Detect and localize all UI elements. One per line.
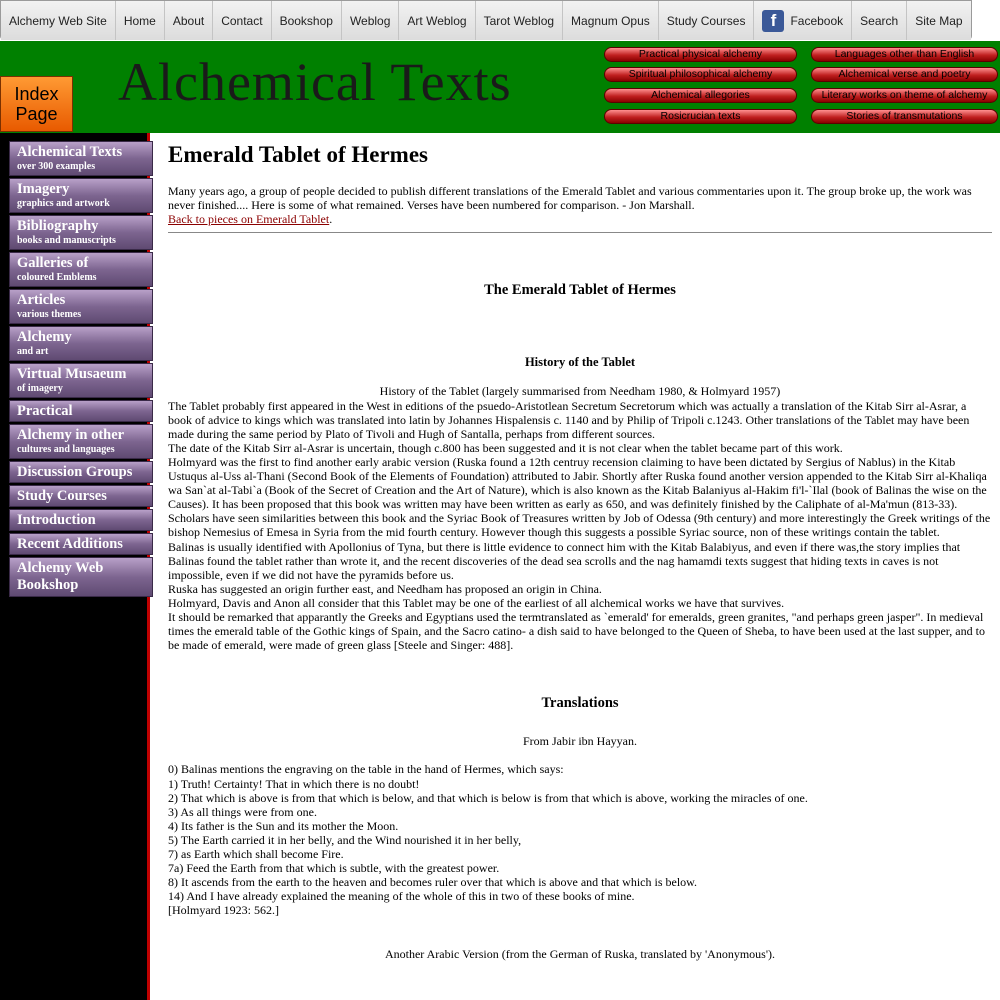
jabir-heading: From Jabir ibn Hayyan.	[523, 734, 637, 749]
sidebar-item-title: Bibliography	[17, 218, 99, 234]
header-button-rosicrucian[interactable]: Rosicrucian texts	[604, 109, 797, 124]
site-title: Alchemical Texts	[118, 52, 512, 112]
sidebar-item-imagery[interactable]	[9, 178, 153, 213]
sidebar-item-practical[interactable]	[9, 400, 153, 422]
sidebar-item-title: Galleries of	[17, 255, 89, 271]
verse-line: 4) Its father is the Sun and its mother the Moon.	[168, 818, 399, 833]
translations-heading: Translations	[541, 695, 619, 712]
sidebar-item-discussion-groups[interactable]	[9, 461, 153, 483]
index-page-label-2: Page	[15, 104, 58, 124]
sidebar-item-subtitle: over 300 examples	[17, 161, 96, 172]
nav-facebook-label: Facebook	[790, 13, 844, 28]
sidebar-item-other-cultures[interactable]	[9, 424, 153, 459]
history-paragraph: The Tablet probably first appeared in the West in editions of the psuedo-Aristotlean Secretum Secretorum which was actually a translation of the Kitab Sirr al-Asrar, a book of advice to kings which was translated into latin by Johannes Hispalensis c. 1140 and by Philip of Tripoli c.1243. Other translations of the Tablet may have been made during the same period by Plato of Tivoli and Hugh of Santalla, perhaps from different sources.	[168, 398, 970, 441]
sidebar-item-galleries[interactable]	[9, 252, 153, 287]
sidebar-item-title: Alchemy Web Bookshop	[17, 560, 104, 593]
page-title: Emerald Tablet of Hermes	[168, 142, 428, 167]
sidebar-item-title: Practical	[17, 403, 73, 419]
sidebar-item-title: Introduction	[17, 512, 96, 528]
nav-bookshop[interactable]: Bookshop	[272, 1, 342, 40]
sidebar-item-recent-additions[interactable]	[9, 533, 153, 555]
facebook-icon: f	[762, 10, 784, 32]
verse-line: 5) The Earth carried it in her belly, and the Wind nourished it in her belly,	[168, 832, 522, 847]
verse-line: 14) And I have already explained the meaning of the whole of this in two of these books of mine.	[168, 889, 635, 904]
header-button-languages[interactable]: Languages other than English	[811, 47, 998, 62]
sidebar-item-subtitle: of imagery	[17, 383, 63, 394]
back-link-line	[168, 212, 992, 226]
sidebar-item-title: Articles	[17, 292, 66, 308]
citation: [Holmyard 1923: 562.]	[168, 903, 279, 918]
sidebar-item-title: Imagery	[17, 181, 70, 197]
nav-weblog[interactable]: Weblog	[342, 1, 399, 40]
header-button-allegories[interactable]: Alchemical allegories	[604, 88, 797, 103]
main-content	[168, 140, 992, 962]
sidebar-item-alchemical-texts[interactable]	[9, 141, 153, 176]
nav-study-courses[interactable]: Study Courses	[659, 1, 755, 40]
left-sidebar	[0, 133, 150, 1000]
history-heading: History of the Tablet	[524, 355, 636, 370]
section-title: The Emerald Tablet of Hermes	[484, 282, 676, 299]
sidebar-item-study-courses[interactable]	[9, 485, 153, 507]
sidebar-item-articles[interactable]	[9, 289, 153, 324]
sidebar-item-alchemy-and-art[interactable]	[9, 326, 153, 361]
history-paragraph: Holmyard, Davis and Anon all consider that this Tablet may be one of the earliest of all alchemical works we have that survives.	[168, 595, 785, 610]
header-button-transmutations[interactable]: Stories of transmutations	[811, 109, 998, 124]
verse-line: 1) Truth! Certainty! That in which there is no doubt!	[168, 776, 420, 791]
nav-search[interactable]: Search	[852, 1, 907, 40]
header-button-practical[interactable]: Practical physical alchemy	[604, 47, 797, 62]
nav-facebook[interactable]	[754, 1, 852, 40]
verse-line: 3) As all things were from one.	[168, 804, 317, 819]
nav-about[interactable]: About	[165, 1, 213, 40]
intro-paragraph: Many years ago, a group of people decided to publish different translations of the Emerald Tablet and various commentaries upon it. The group broke up, the work was never finished.... Here is some of what remained. Verses have been numbered for comparison. - Jon Marshall.	[168, 184, 972, 213]
nav-alchemy-web-site[interactable]: Alchemy Web Site	[1, 1, 116, 40]
verse-line: 7a) Feed the Earth from that which is subtle, with the greatest power.	[168, 861, 500, 876]
sidebar-item-title: Alchemical Texts	[17, 144, 123, 160]
nav-tarot-weblog[interactable]: Tarot Weblog	[476, 1, 563, 40]
header-band	[0, 41, 1000, 133]
sidebar-item-title: Alchemy	[17, 329, 72, 345]
history-paragraph: Balinas is usually identified with Apollonius of Tyna, but there is little evidence to connect him with the Kitab Balabiyus, and even if there was,the story implies that Balinas found the tablet rather than wrote it, and the recent discoveries of the dead sea scrolls and the nag hamamdi texts suggest that hiding texts in caves is not impossible, even if we did not have the pyramids before us.	[168, 539, 961, 582]
sidebar-item-subtitle: cultures and languages	[17, 444, 115, 455]
sidebar-item-subtitle: various themes	[17, 309, 82, 320]
nav-art-weblog[interactable]: Art Weblog	[399, 1, 475, 40]
header-button-literary[interactable]: Literary works on theme of alchemy	[811, 88, 998, 103]
history-paragraph: Ruska has suggested an origin further east, and Needham has proposed an origin in China.	[168, 581, 602, 596]
sidebar-item-title: Recent Additions	[17, 536, 123, 552]
verse-line: 2) That which is above is from that which is below, and that which is below is from that which is above, working the miracles of one.	[168, 790, 808, 805]
verse-line: 8) It ascends from the earth to the heaven and becomes ruler over that which is above and that which is below.	[168, 875, 698, 890]
top-navigation	[0, 0, 972, 40]
history-subtitle: History of the Tablet (largely summarised from Needham 1980, & Holmyard 1957)	[379, 384, 781, 399]
verse-line: 7) as Earth which shall become Fire.	[168, 847, 344, 861]
sidebar-item-subtitle: graphics and artwork	[17, 198, 110, 209]
sidebar-item-subtitle: coloured Emblems	[17, 272, 97, 283]
nav-contact[interactable]: Contact	[213, 1, 271, 40]
sidebar-item-subtitle: and art	[17, 346, 49, 357]
sidebar-item-subtitle: books and manuscripts	[17, 235, 116, 246]
nav-magnum-opus[interactable]: Magnum Opus	[563, 1, 659, 40]
verse-line: 0) Balinas mentions the engraving on the table in the hand of Hermes, which says:	[168, 762, 564, 777]
nav-home[interactable]: Home	[116, 1, 165, 40]
sidebar-item-virtual-musaeum[interactable]	[9, 363, 153, 398]
sidebar-item-title: Virtual Musaeum	[17, 366, 127, 382]
history-paragraph: Scholars have seen similarities between this book and the Syriac Book of Treasures written by Job of Odessa (9th century) and more interestingly the Greek writings of the bishop Nemesius of Emesa in Syria from the mid fourth century. However though this suggests a possible Syriac source, non of these writings contain the tablet.	[168, 511, 991, 540]
index-page-button[interactable]	[0, 76, 73, 132]
sidebar-item-introduction[interactable]	[9, 509, 153, 531]
sidebar-item-title: Study Courses	[17, 488, 107, 504]
header-button-verse[interactable]: Alchemical verse and poetry	[811, 67, 998, 82]
sidebar-item-bookshop[interactable]	[9, 557, 153, 597]
another-version-heading: Another Arabic Version (from the German of Ruska, translated by 'Anonymous').	[384, 947, 776, 962]
header-button-spiritual[interactable]: Spiritual philosophical alchemy	[604, 67, 797, 82]
sidebar-item-bibliography[interactable]	[9, 215, 153, 250]
index-page-label-1: Index	[14, 84, 59, 104]
nav-site-map[interactable]: Site Map	[907, 1, 970, 40]
sidebar-item-title: Alchemy in other	[17, 427, 125, 443]
history-paragraph: It should be remarked that apparantly the Greeks and Egyptians used the termtranslated as `emerald' for emeralds, green granites, "and perhaps green jasper". In medieval times the emerald table of the Gothic kings of Spain, and the Sacro catino- a dish said to have belonged to the Queen of Sheba, to have been used at the last supper, and to be made of emerald, were made of green glass [Steele and Singer: 488].	[168, 609, 985, 653]
back-link-suffix: .	[329, 212, 333, 227]
history-paragraph: Holmyard was the first to find another early arabic version (Ruska found a 12th centruy recension claiming to have been dictated by Sergius of Nablus) in the Kitab Ustuqus al-Uss al-Thani (Second Book of the Elements of Foundation) attributed to Jabir. Shortly after Ruska found another version appended to the Kitab Sirr al-Khaliqa wa San`at al-Tabi`a (Book of the Secret of Creation and the Art of Nature), which is also known as the Kitab Balaniyus al-Hakim fi'l-`Ilal (book of Balinas the wise on the Causes). It has been proposed that this book was written may have been written as early as 650, and was definitely finished by the Caliphate of al-Ma'mun (813-33).	[168, 454, 987, 512]
back-link[interactable]: Back to pieces on Emerald Tablet	[168, 212, 330, 227]
history-paragraph: The date of the Kitab Sirr al-Asrar is uncertain, though c.800 has been suggested and it is not clear when the tablet became part of this work.	[168, 440, 843, 455]
sidebar-item-title: Discussion Groups	[17, 464, 133, 480]
